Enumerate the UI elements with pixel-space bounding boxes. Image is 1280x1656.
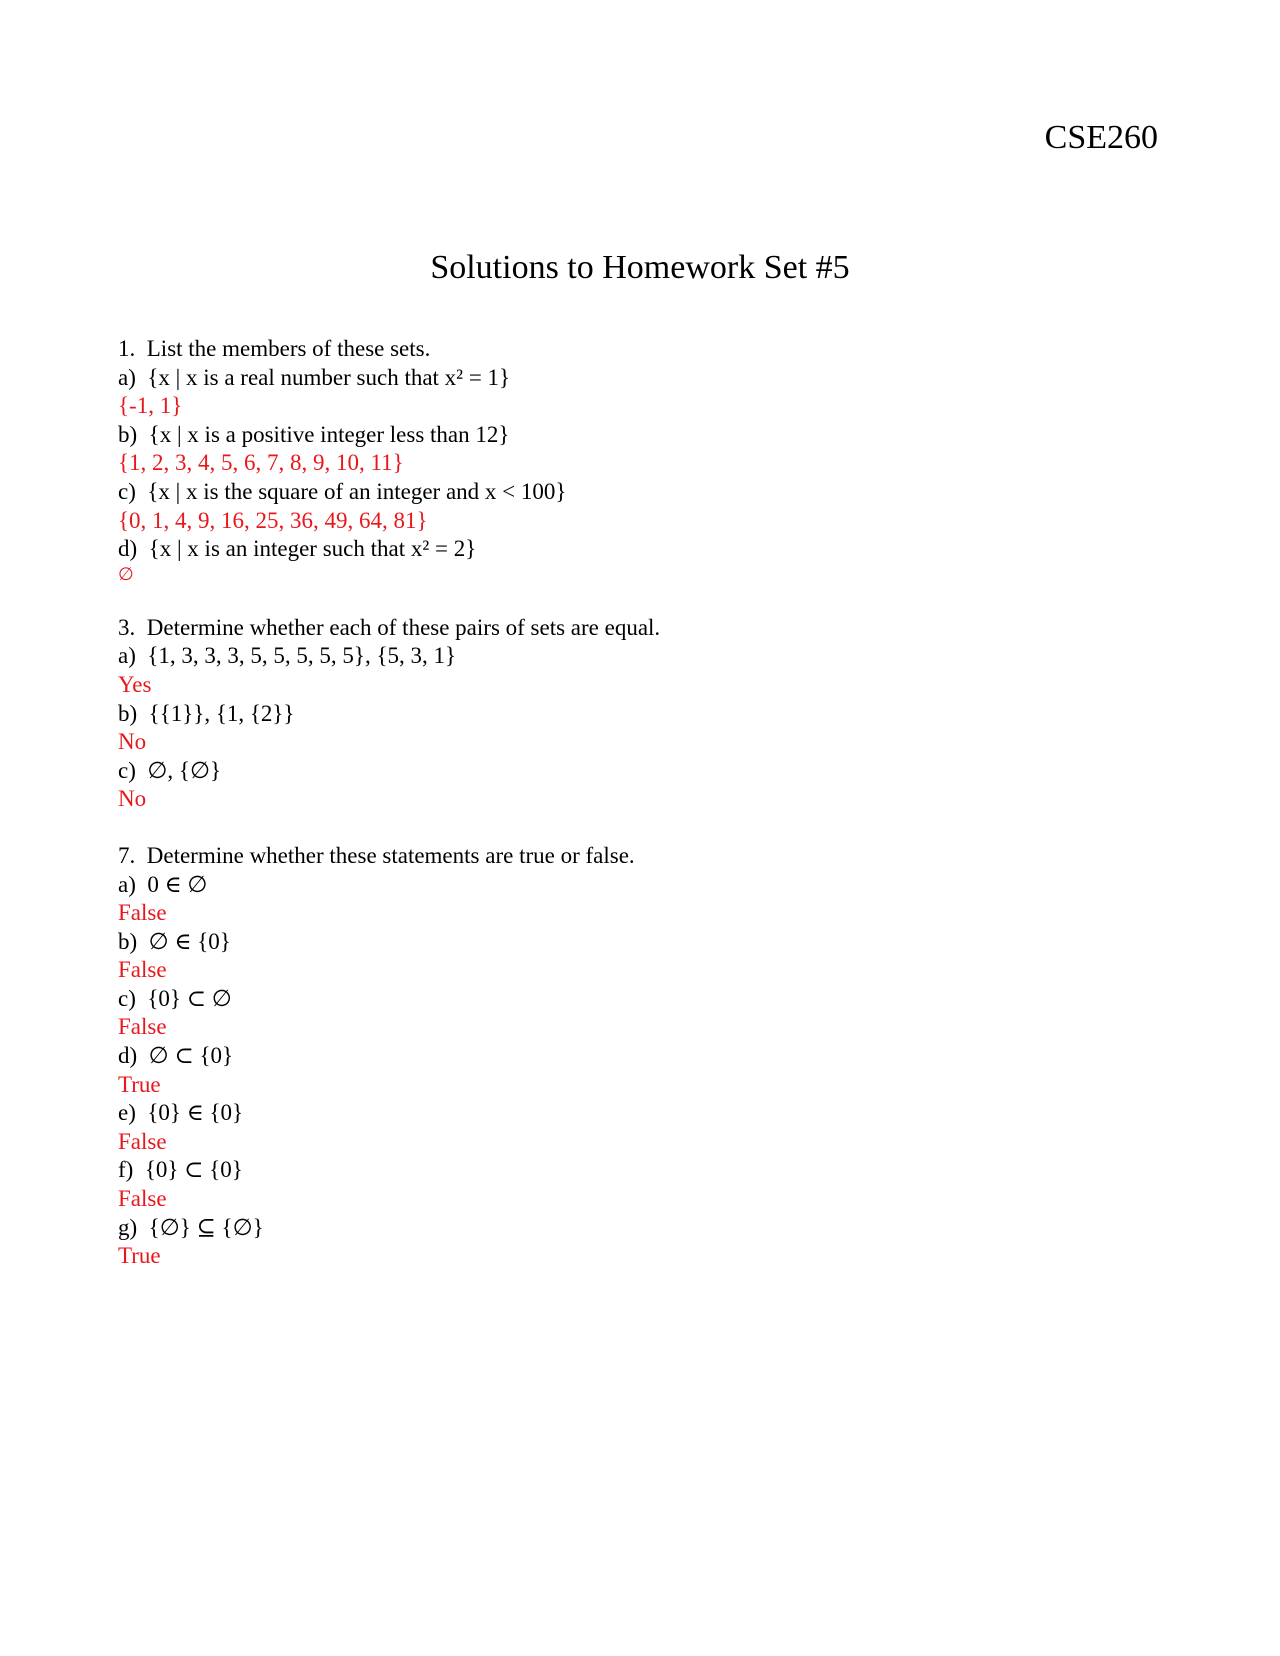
answer-3a: Yes	[118, 671, 152, 697]
page-title: Solutions to Homework Set #5	[430, 249, 850, 286]
question-7e: e) {0} ∈ {0}	[118, 1100, 244, 1126]
answer-3b: No	[118, 729, 147, 755]
answer-1c: {0, 1, 4, 9, 16, 25, 36, 49, 64, 81}	[118, 507, 428, 533]
question-7f: f) {0} ⊂ {0}	[118, 1157, 243, 1183]
question-7a: a) 0 ∈ ∅	[118, 871, 208, 897]
question-1a: a) {x | x is a real number such that x² = 1}	[118, 364, 511, 390]
problem-3	[118, 614, 1158, 814]
course-code: CSE260	[1044, 119, 1158, 156]
question-1c: c) {x | x is the square of an integer and x < 100}	[118, 478, 567, 504]
problem-heading: 7. Determine whether these statements are true or false.	[118, 842, 635, 868]
question-7c: c) {0} ⊂ ∅	[118, 985, 232, 1011]
answer-7e: False	[118, 1128, 167, 1154]
answer-7f: False	[118, 1186, 167, 1212]
question-7g: g) {∅} ⊆ {∅}	[118, 1214, 264, 1240]
answer-7d: True	[118, 1071, 161, 1097]
problem-1	[118, 335, 1158, 586]
answer-1b: {1, 2, 3, 4, 5, 6, 7, 8, 9, 10, 11}	[118, 450, 404, 476]
answer-7b: False	[118, 957, 167, 983]
document-body	[118, 335, 1158, 1271]
question-7b: b) ∅ ∈ {0}	[118, 928, 231, 954]
problem-heading: 3. Determine whether each of these pairs of sets are equal.	[118, 614, 661, 640]
answer-1a: {-1, 1}	[118, 393, 183, 419]
question-1d: d) {x | x is an integer such that x² = 2}	[118, 536, 477, 562]
answer-3c: No	[118, 786, 147, 812]
problem-heading: 1. List the members of these sets.	[118, 336, 431, 361]
answer-7a: False	[118, 900, 167, 926]
question-7d: d) ∅ ⊂ {0}	[118, 1043, 234, 1069]
answer-7c: False	[118, 1014, 167, 1040]
question-1b: b) {x | x is a positive integer less than 12}	[118, 421, 510, 447]
answer-1d: ∅	[118, 563, 134, 585]
question-3a: a) {1, 3, 3, 3, 5, 5, 5, 5, 5}, {5, 3, 1}	[118, 643, 457, 669]
question-3b: b) {{1}}, {1, {2}}	[118, 700, 295, 726]
answer-7g: True	[118, 1243, 161, 1269]
question-3c: c) ∅, {∅}	[118, 757, 222, 783]
problem-7	[118, 842, 1158, 1271]
